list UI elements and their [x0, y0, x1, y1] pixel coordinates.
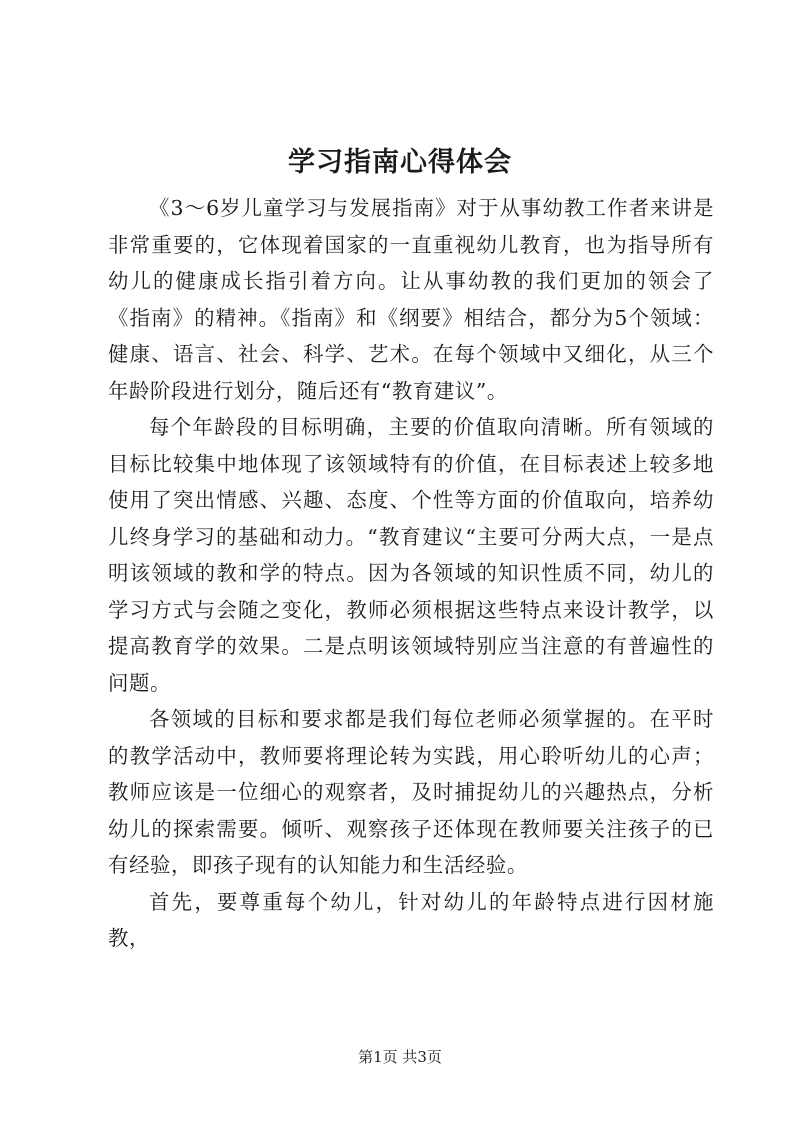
page-number-footer: 第1页 共3页 — [358, 1048, 442, 1066]
paragraph: 首先，要尊重每个幼儿，针对幼儿的年龄特点进行因材施教， — [108, 889, 714, 950]
document-body — [108, 190, 714, 957]
document-title: 学习指南心得体会 — [288, 147, 512, 178]
paragraph: 各领域的目标和要求都是我们每位老师必须掌握的。在平时的教学活动中，教师要将理论转为实践，用心聆听幼儿的心声；教师应该是一位细心的观察者，及时捕捉幼儿的兴趣热点，分析幼儿的探索需要。倾听、观察孩子还体现在教师要关注孩子的已有经验，即孩子现有的认知能力和生活经验。 — [108, 707, 714, 877]
paragraph: 《3～6岁儿童学习与发展指南》对于从事幼教工作者来讲是非常重要的，它体现着国家的一直重视幼儿教育，也为指导所有幼儿的健康成长指引着方向。让从事幼教的我们更加的领会了《指南》的精神。《指南》和《纲要》相结合，都分为5个领域：健康、语言、社会、科学、艺术。在每个领域中又细化，从三个年龄阶段进行划分，随后还有“教育建议”。 — [108, 196, 714, 403]
paragraph: 每个年龄段的目标明确，主要的价值取向清晰。所有领域的目标比较集中地体现了该领域特有的价值，在目标表述上较多地使用了突出情感、兴趣、态度、个性等方面的价值取向，培养幼儿终身学习的基础和动力。“教育建议“主要可分两大点，一是点明该领域的教和学的特点。因为各领域的知识性质不同，幼儿的学习方式与会随之变化，教师必须根据这些特点来设计教学，以提高教育学的效果。二是点明该领域特别应当注意的有普遍性的问题。 — [108, 415, 714, 695]
